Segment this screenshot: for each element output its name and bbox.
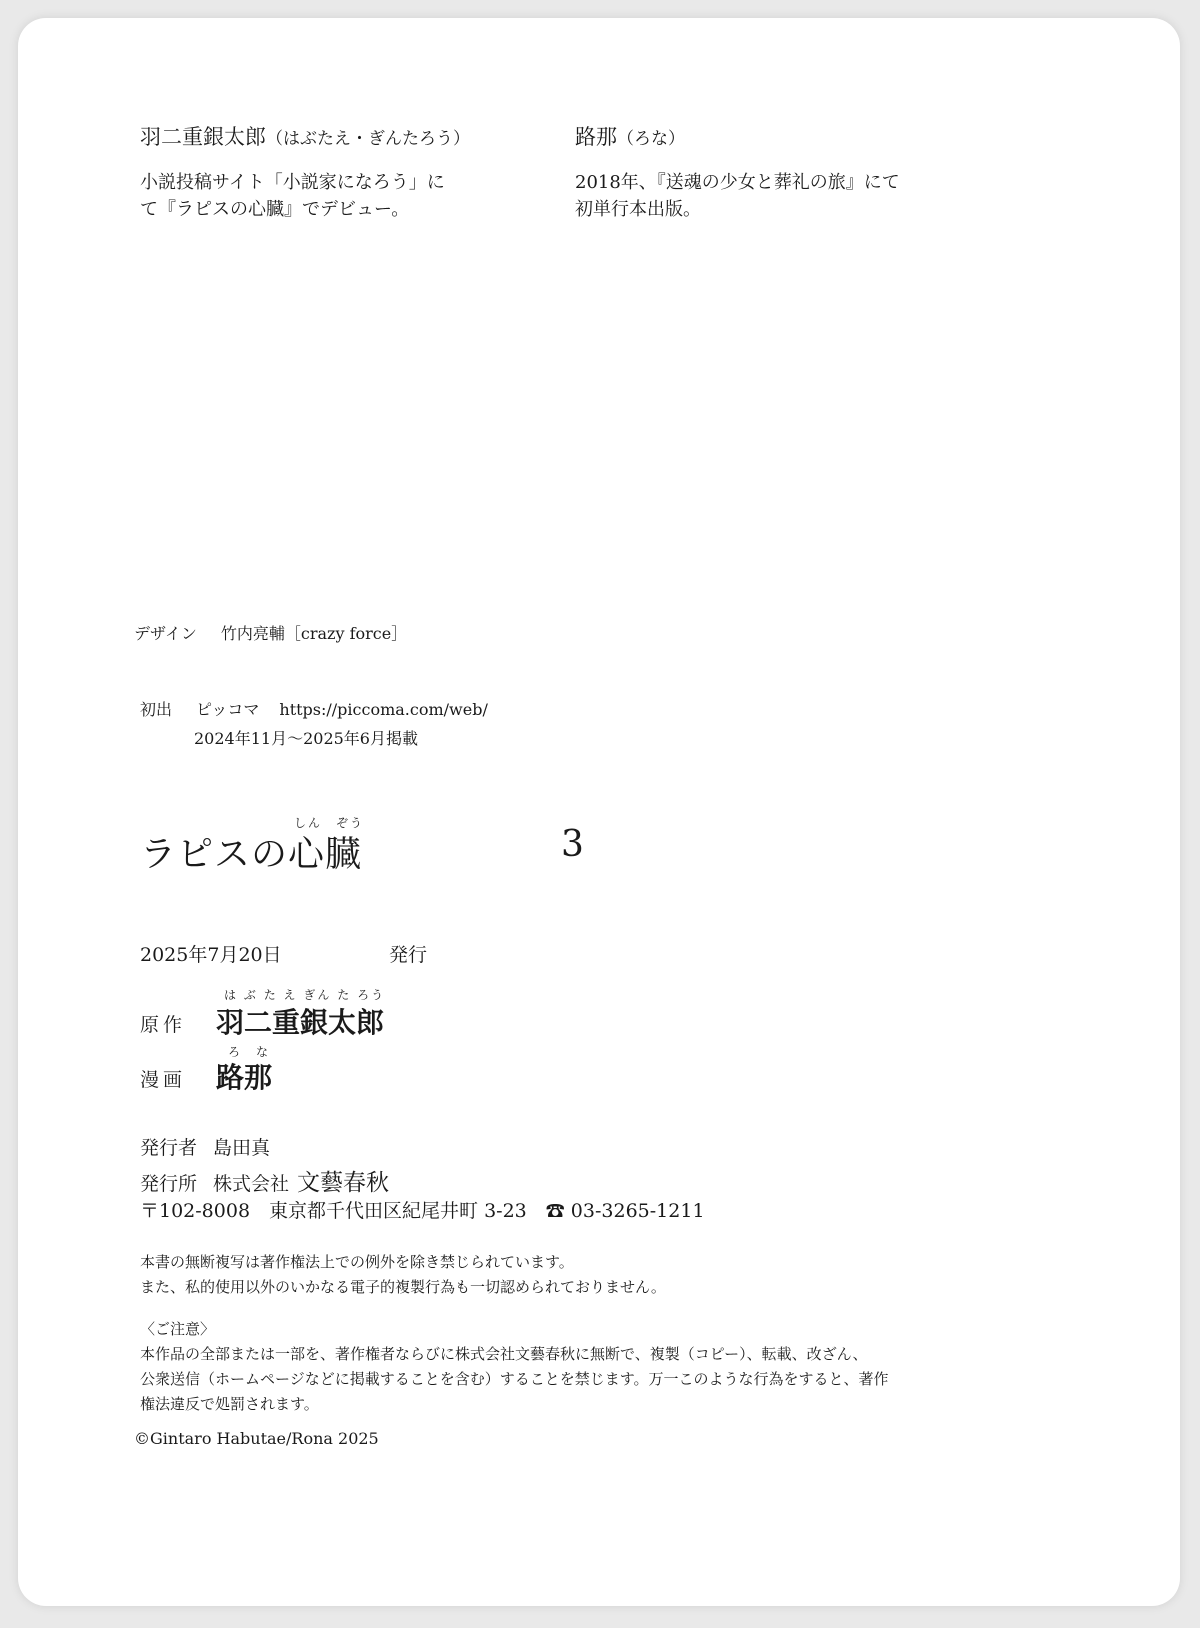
issuer-line (140, 1133, 270, 1160)
design-value: 竹内亮輔［crazy force］ (220, 624, 408, 643)
manga-label: 漫画 (140, 1069, 187, 1091)
first-publication (140, 697, 488, 720)
colophon-page (18, 18, 1180, 1606)
issue-date: 2025年7月20日 (140, 944, 282, 966)
author-bio-line: 小説投稿サイト「小説家になろう」に (140, 172, 445, 193)
company-prefix: 株式会社 (213, 1173, 290, 1195)
original-label: 原作 (140, 1014, 187, 1036)
manga-name: 路那 (216, 1061, 273, 1094)
author-bio-heading (140, 121, 470, 151)
ruby-char: ぶ (243, 988, 258, 1002)
caution-block (140, 1317, 889, 1417)
ruby-char: た (263, 988, 278, 1002)
issuer-label: 発行者 (140, 1137, 198, 1159)
volume-number: 3 (561, 824, 584, 865)
ruby-char: え (283, 988, 298, 1002)
office-label: 発行所 (140, 1173, 198, 1195)
ruby-char: ろう (357, 988, 386, 1002)
caution-line: 本作品の全部または一部を、著作権者ならびに株式会社文藝春秋に無断で、複製（コピー）、転載、改ざん、 (140, 1345, 868, 1363)
office-line (140, 1164, 389, 1197)
artist-bio-heading (575, 121, 685, 151)
first-publication-service: ピッコマ (196, 700, 260, 719)
issuer-name: 島田真 (213, 1137, 271, 1159)
first-publication-url: https://piccoma.com/web/ (279, 700, 488, 719)
company-name: 文藝春秋 (297, 1170, 390, 1196)
first-publication-label: 初出 (140, 700, 173, 719)
design-label: デザイン (134, 624, 197, 643)
caution-line: 公衆送信（ホームページなどに掲載することを含む）することを禁じます。万一このような行為をすると、著作 (140, 1370, 889, 1388)
artist-bio-reading: （ろな） (617, 129, 685, 149)
artist-bio-line: 初単行本出版。 (575, 199, 701, 220)
copy-notice (140, 1250, 666, 1300)
book-title: ラピスの心臓 (140, 834, 363, 875)
author-bio-text (140, 169, 445, 223)
title-ruby-zou: ぞう (336, 816, 365, 830)
ruby-char: ろ (228, 1045, 243, 1059)
copy-notice-line: 本書の無断複写は著作権法上での例外を除き禁じられています。 (140, 1253, 574, 1271)
ruby-char: ぎん (303, 988, 332, 1002)
ruby-char: な (256, 1045, 271, 1059)
ruby-char: た (337, 988, 352, 1002)
publisher-address: 〒102-8008 東京都千代田区紀尾井町 3-23 ☎ 03-3265-1211 (140, 1200, 705, 1222)
original-name: 羽二重銀太郎 (216, 1006, 385, 1039)
ruby-char: は (224, 988, 239, 1002)
title-ruby-shin: しん (294, 816, 323, 830)
author-bio-name: 羽二重銀太郎 (140, 125, 266, 149)
caution-line: 権法違反で処罰されます。 (140, 1395, 319, 1413)
artist-bio-name: 路那 (575, 125, 617, 149)
first-publication-period: 2024年11月〜2025年6月掲載 (194, 729, 418, 748)
author-bio-line: て『ラピスの心臓』でデビュー。 (140, 199, 410, 220)
copyright: ©Gintaro Habutae/Rona 2025 (134, 1429, 379, 1448)
caution-title: 〈ご注意〉 (140, 1320, 216, 1338)
design-credit (134, 621, 407, 644)
author-bio-reading: （はぶたえ・ぎんたろう） (266, 129, 470, 149)
copy-notice-line: また、私的使用以外のいかなる電子的複製行為も一切認められておりません。 (140, 1278, 666, 1296)
artist-bio-line: 2018年、『送魂の少女と葬礼の旅』にて (575, 172, 900, 193)
artist-bio-text (575, 169, 900, 223)
issue-label: 発行 (389, 944, 428, 966)
